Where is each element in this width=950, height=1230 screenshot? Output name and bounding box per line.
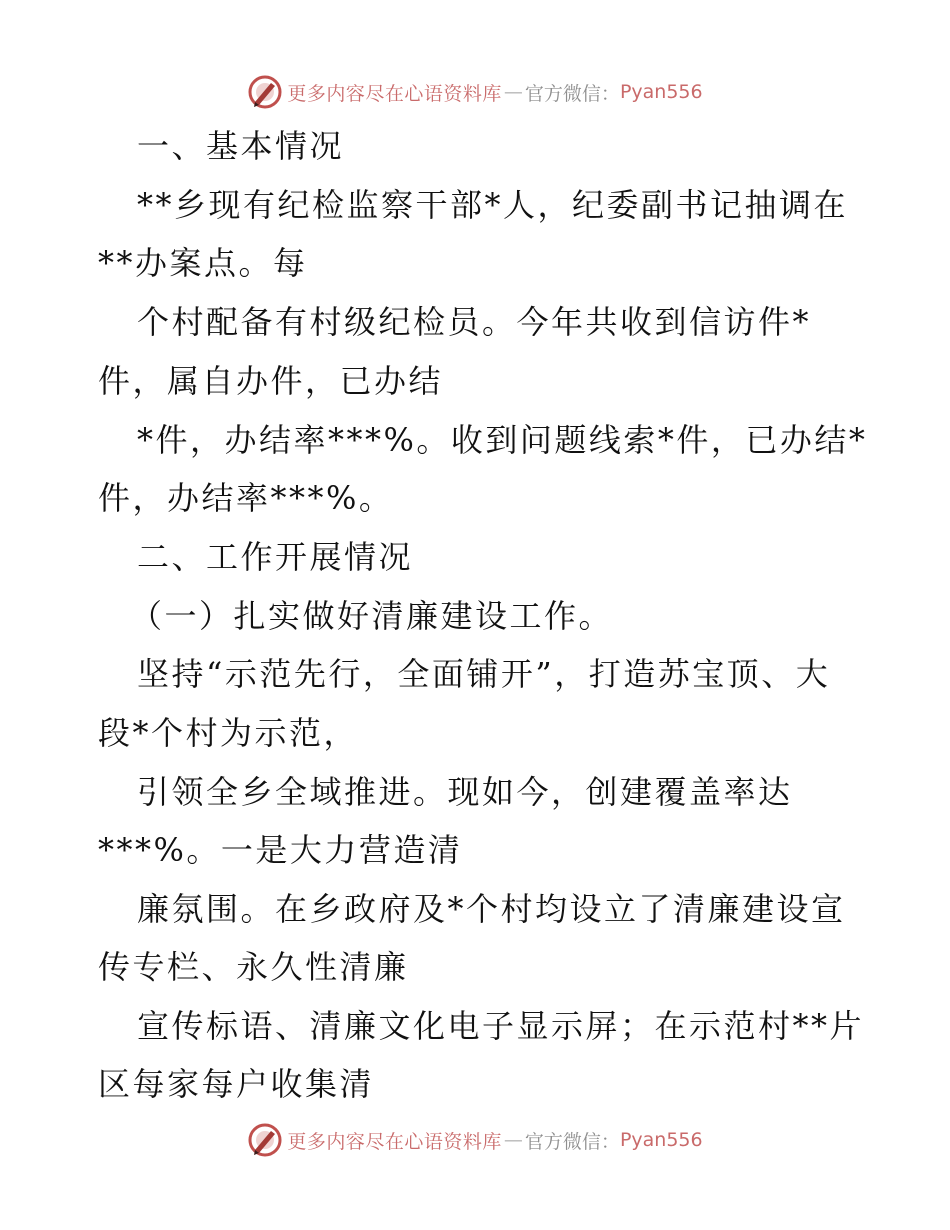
watermark-wechat-label: 官方微信： (524, 82, 620, 105)
paragraph-line: 廉氛围。在乡政府及*个村均设立了清廉建设宣 (137, 890, 846, 928)
watermark-separator: — (503, 1129, 523, 1151)
paragraph-line: 传专栏、永久性清廉 (98, 948, 409, 986)
paragraph-line: 区每家每户收集清 (98, 1065, 375, 1103)
pen-logo-icon (247, 1122, 283, 1158)
paragraph-line: **乡现有纪检监察干部*人，纪委副书记抽调在 (137, 186, 849, 224)
paragraph-line: 个村配备有村级纪检员。今年共收到信访件* (137, 303, 812, 341)
paragraph-line: **办案点。每 (98, 244, 308, 282)
paragraph-line: 段*个村为示范， (98, 714, 359, 752)
watermark-site-text: 更多内容尽在心语资料库 (287, 82, 502, 105)
paragraph-line: 件，属自办件，已办结 (98, 362, 444, 400)
footer-watermark (0, 1120, 950, 1160)
paragraph-line: ***%。一是大力营造清 (98, 831, 463, 869)
watermark-wechat-label: 官方微信： (524, 1130, 620, 1153)
paragraph-line: 引领全乡全域推进。现如今，创建覆盖率达 (137, 773, 793, 811)
paragraph-line: *件，办结率***%。收到问题线索*件，已办结* (137, 421, 868, 459)
paragraph-line: 宣传标语、清廉文化电子显示屏；在示范村**片 (137, 1007, 865, 1045)
heading-basic-situation: 一、基本情况 (137, 127, 345, 165)
paragraph-line: 件，办结率***%。 (98, 479, 394, 517)
watermark-site-text: 更多内容尽在心语资料库 (287, 1130, 502, 1153)
heading-work-progress: 二、工作开展情况 (137, 538, 414, 576)
watermark-wechat-id: Pyan556 (619, 1129, 703, 1151)
paragraph-line: 坚持“示范先行，全面铺开”，打造苏宝顶、大 (137, 655, 831, 693)
subheading-integrity-building: （一）扎实做好清廉建设工作。 (130, 597, 614, 635)
watermark-separator: — (503, 81, 523, 103)
watermark-wechat-id: Pyan556 (619, 81, 703, 103)
